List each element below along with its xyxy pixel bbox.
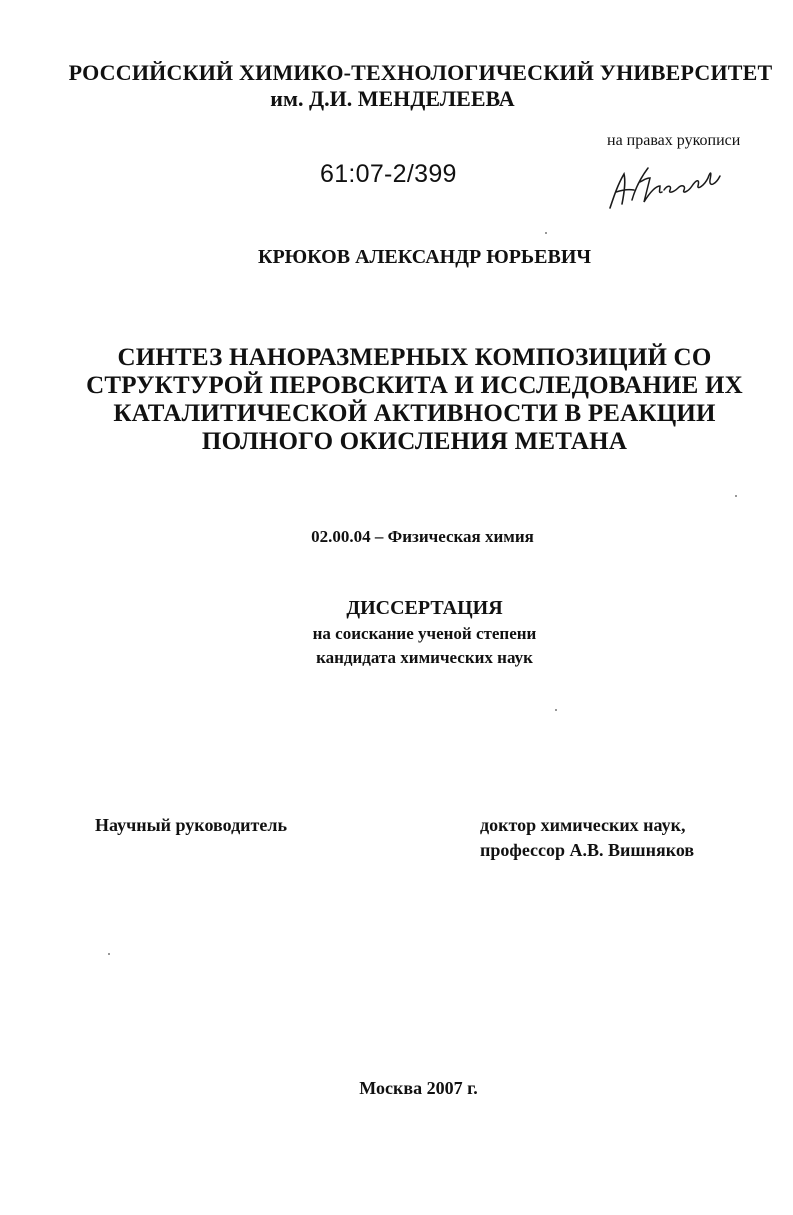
dissertation-title-line: ПОЛНОГО ОКИСЛЕНИЯ МЕТАНА: [201, 428, 628, 455]
scan-speck: [545, 232, 547, 234]
scan-speck: [735, 495, 737, 497]
city-year: Москва 2007 г.: [359, 1078, 478, 1098]
university-name: РОССИЙСКИЙ ХИМИКО-ТЕХНОЛОГИЧЕСКИЙ УНИВЕРСИТЕТ: [68, 60, 773, 85]
manuscript-rights-note: на правах рукописи: [607, 132, 741, 149]
document-type: ДИССЕРТАЦИЯ: [346, 597, 503, 619]
scan-speck: [108, 953, 110, 955]
dissertation-title-line: СИНТЕЗ НАНОРАЗМЕРНЫХ КОМПОЗИЦИЙ СО: [117, 344, 712, 371]
degree-purpose: на соискание ученой степени: [312, 624, 537, 643]
specialty-code: 02.00.04 – Физическая химия: [311, 527, 534, 546]
dissertation-title-line: КАТАЛИТИЧЕСКОЙ АКТИВНОСТИ В РЕАКЦИИ: [113, 400, 716, 427]
university-named-after: им. Д.И. МЕНДЕЛЕЕВА: [270, 86, 515, 111]
dissertation-title-line: СТРУКТУРОЙ ПЕРОВСКИТА И ИССЛЕДОВАНИЕ ИХ: [86, 372, 743, 399]
handwritten-signature: [600, 160, 730, 215]
author-name: КРЮКОВ АЛЕКСАНДР ЮРЬЕВИЧ: [257, 246, 592, 268]
supervisor-degree: доктор химических наук,: [480, 815, 686, 835]
catalog-number: 61:07-2/399: [320, 160, 457, 188]
degree-name: кандидата химических наук: [316, 648, 533, 667]
supervisor-label: Научный руководитель: [95, 815, 287, 835]
scan-speck: [555, 709, 557, 711]
supervisor-name: профессор А.В. Вишняков: [480, 840, 695, 860]
